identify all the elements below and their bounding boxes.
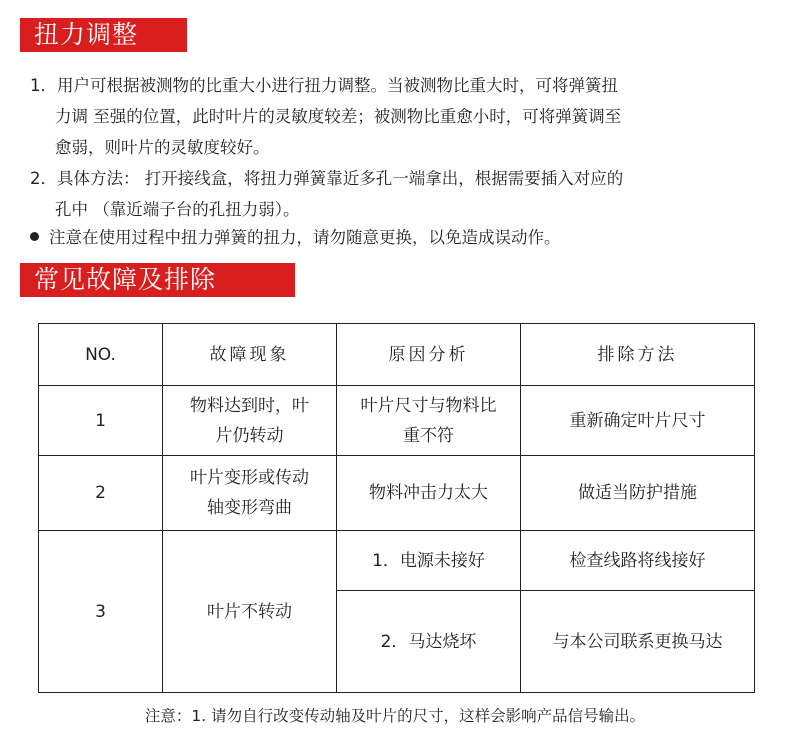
header-no: NO. (39, 324, 163, 386)
row-cause (337, 386, 521, 456)
row-fix: 与本公司联系更换马达 (521, 591, 755, 693)
footer-note: 注意：1. 请勿自行改变传动轴及叶片的尺寸，这样会影响产品信号输出。 (144, 707, 646, 725)
torque-item-1 (30, 70, 621, 163)
table-row (39, 386, 755, 456)
row-symptom: 叶片不转动 (163, 531, 337, 693)
fault-table (38, 323, 755, 693)
torque-item-1-line-3: 愈弱，则叶片的灵敏度较好。 (55, 138, 270, 157)
table-row (39, 531, 755, 591)
row-symptom-line: 片仍转动 (215, 425, 284, 446)
bullet-icon (30, 232, 39, 241)
row-fix: 做适当防护措施 (521, 456, 755, 531)
row-symptom-line: 物料达到时，叶 (190, 395, 309, 416)
header-symptom: 故障现象 (163, 324, 337, 386)
header-fix: 排除方法 (521, 324, 755, 386)
row-fix: 重新确定叶片尺寸 (521, 386, 755, 456)
row-symptom-line: 轴变形弯曲 (207, 498, 292, 518)
row-number: 3 (39, 531, 163, 693)
row-fix: 检查线路将线接好 (521, 531, 755, 591)
row-cause: 1．电源未接好 (337, 531, 521, 591)
table-row (39, 456, 755, 531)
section-title-torque: 扭力调整 (20, 18, 187, 52)
row-cause: 2．马达烧坏 (337, 591, 521, 693)
table-header-row (39, 324, 755, 386)
torque-item-1-line-2: 力调 至强的位置，此时叶片的灵敏度较差；被测物比重愈小时，可将弹簧调至 (55, 107, 622, 126)
torque-caution-text: 注意在使用过程中扭力弹簧的扭力，请勿随意更换，以免造成误动作。 (49, 228, 561, 247)
row-number: 1 (39, 386, 163, 456)
torque-item-2-line-2: 孔中 （靠近端子台的孔扭力弱）。 (55, 200, 300, 219)
torque-item-2 (30, 163, 623, 225)
row-symptom-line: 叶片变形或传动 (190, 468, 309, 488)
row-cause-line: 叶片尺寸与物料比 (360, 395, 497, 416)
section-title-faults: 常见故障及排除 (20, 263, 295, 297)
row-cause-line: 重不符 (403, 425, 454, 446)
row-number: 2 (39, 456, 163, 531)
torque-item-2-line-1: 2．具体方法： 打开接线盒，将扭力弹簧靠近多孔一端拿出，根据需要插入对应的 (30, 169, 624, 188)
row-symptom (163, 456, 337, 531)
row-symptom (163, 386, 337, 456)
torque-item-1-line-1: 1．用户可根据被测物的比重大小进行扭力调整。当被测物比重大时，可将弹簧扭 (30, 76, 618, 95)
torque-caution (30, 222, 561, 253)
header-cause: 原因分析 (337, 324, 521, 386)
row-cause: 物料冲击力太大 (337, 456, 521, 531)
